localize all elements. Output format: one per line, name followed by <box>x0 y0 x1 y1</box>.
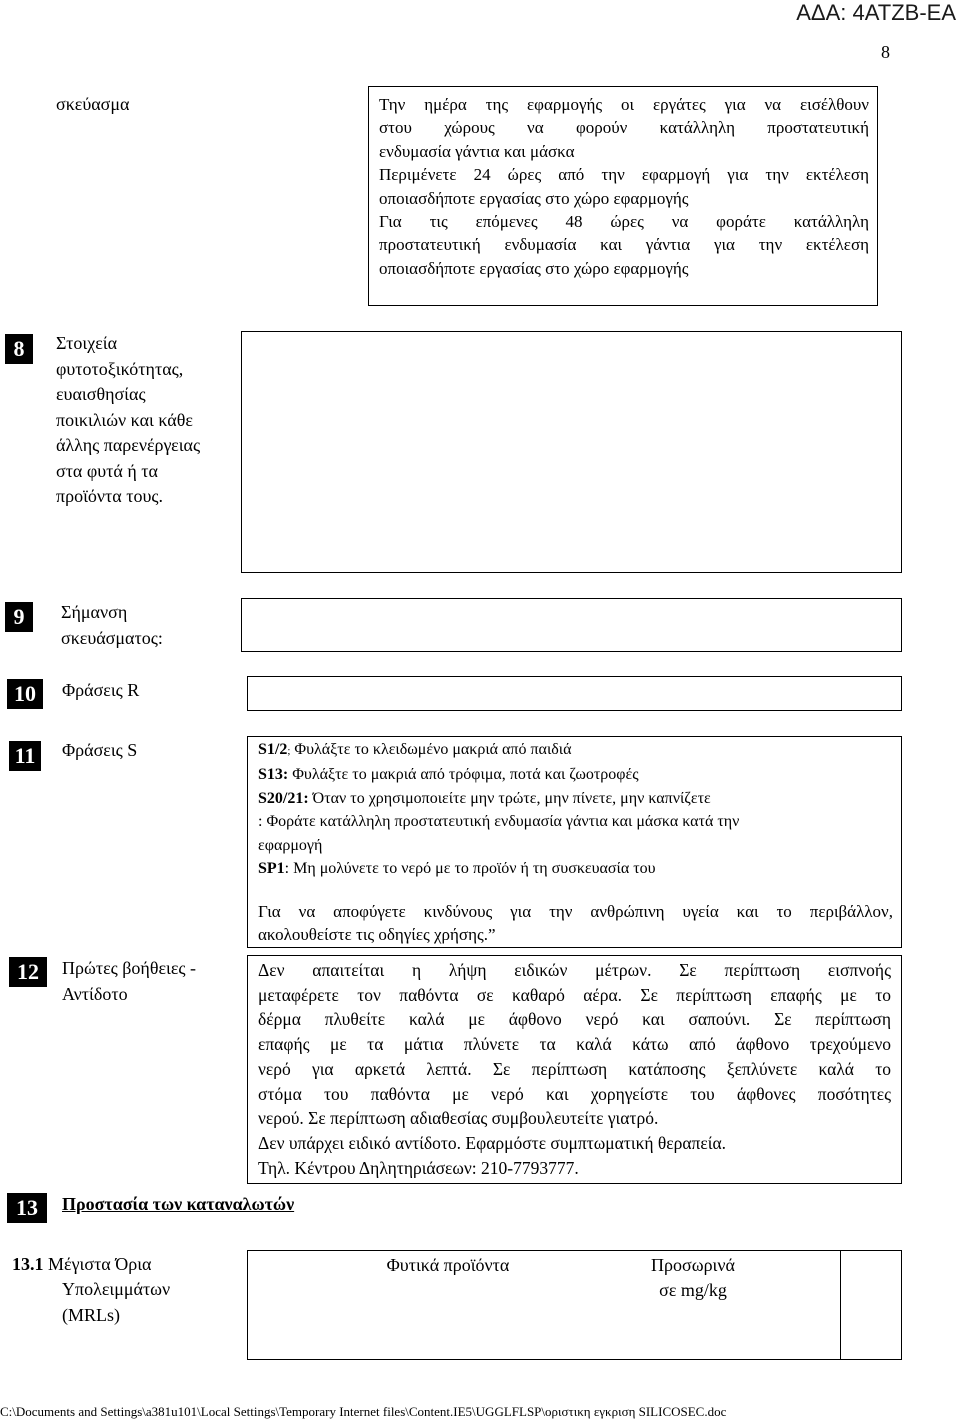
s-phrase-code: S20/21: <box>258 789 309 807</box>
r-phrases-label: Φράσεις R <box>62 680 140 700</box>
phytotoxicity-label-line: προϊόντα τους. <box>56 486 163 506</box>
s-phrase-text: Φυλάξτε το μακριά από τρόφιμα, ποτά και ζωοτροφές <box>288 766 639 784</box>
first-aid-line: στόμα του παθόντα με νερό και χορηγείστε του άφθονες ποσότητες <box>258 1083 891 1104</box>
first-aid-line: Τηλ. Κέντρου Δηλητηριάσεων: 210-7793777. <box>258 1157 579 1178</box>
s-phrases-label: Φράσεις S <box>62 740 138 760</box>
s-phrase-line <box>258 787 893 810</box>
mrl-limits-line: Προσωρινά <box>651 1255 735 1275</box>
s-phrase-line <box>258 834 893 857</box>
s-phrase-code: SP1 <box>258 860 285 878</box>
phytotoxicity-label-line: άλλης παρενέργειας <box>56 435 201 455</box>
first-aid-text <box>258 958 891 1180</box>
s-phrase-line <box>258 857 893 880</box>
s-phrase-text: Όταν το χρησιμοποιείτε μην τρώτε, μην πίνετε, μην καπνίζετε <box>308 789 711 807</box>
mrl-limits-line: σε mg/kg <box>659 1280 727 1300</box>
section-number-8: 8 <box>5 334 33 364</box>
phytotoxicity-label-line: στα φυτά ή τα <box>56 460 158 481</box>
preparation-line: οποιασδήποτε εργασίας στο χώρο εφαρμογής <box>379 258 689 278</box>
first-aid-line: επαφής με τα μάτια πλύνετε τα καλά κάτω από άφθονο τρεχούμενο <box>258 1034 891 1055</box>
first-aid-line: νερό για αρκετά λεπτά. Σε περίπτωση κατάποσης ξεπλύνετε καλά το <box>258 1058 891 1079</box>
section-number-13: 13 <box>7 1193 47 1223</box>
first-aid-line: δέρμα πλυθείτε καλά με άφθονο νερό και σαπούνι. Σε περίπτωση <box>258 1009 891 1030</box>
first-aid-label-line: Αντίδοτο <box>62 983 128 1004</box>
labelling-label <box>61 600 241 651</box>
phytotoxicity-label-line: ευαισθησίας <box>56 384 146 404</box>
page-number: 8 <box>881 42 890 62</box>
phytotoxicity-label-line: ποικιλιών και κάθε <box>56 409 193 430</box>
mrl-label <box>12 1252 151 1278</box>
s-phrase-text: Φυλάξτε το κλειδωμένο μακριά από παιδιά <box>290 741 572 758</box>
section-number-9: 9 <box>5 602 33 632</box>
phytotoxicity-label-line: φυτοτοξικότητας, <box>56 358 184 379</box>
first-aid-label-line: Πρώτες βοήθειες - <box>62 958 197 978</box>
mrl-table <box>247 1250 902 1360</box>
s-phrases-box <box>247 736 902 948</box>
preparation-line: στου χώρους να φορούν κατάλληλη προστατευτική <box>379 118 869 138</box>
ada-code: ΑΔΑ: 4ΑΤΖΒ-ΕΑ <box>796 0 956 25</box>
preparation-line: Περιμένετε 24 ώρες από την εφαρμογή για την εκτέλεση <box>379 165 869 185</box>
preparation-line: οποιασδήποτε εργασίας στο χώρο εφαρμογής <box>379 188 689 208</box>
mrl-divider <box>840 1251 841 1359</box>
usage-advice-line-2: ακολουθείστε τις οδηγίες χρήσης.” <box>258 925 496 944</box>
s-phrase-text: εφαρμογή <box>258 836 323 854</box>
document-path-footer: C:\Documents and Settings\a381u101\Local Settings\Temporary Internet files\Content.IE5\UGGLFLSP\οριστικη εγκριση SILICOSEC.doc <box>0 1404 727 1419</box>
first-aid-line: μεταφέρετε τον παθόντα σε καθαρό αέρα. Σε περίπτωση επαφής με το <box>258 984 891 1005</box>
section-number-11: 11 <box>9 741 41 771</box>
section-number-10: 10 <box>7 679 43 709</box>
r-phrases-value-box <box>247 676 902 711</box>
phytotoxicity-label-line: Στοιχεία <box>56 333 118 353</box>
preparation-line: Την ημέρα της εφαρμογής οι εργάτες για να εισέλθουν <box>379 95 869 114</box>
s-phrase-line <box>258 738 893 763</box>
labelling-label-line: Σήμανση <box>61 602 128 622</box>
s-phrase-text: : Φοράτε κατάλληλη προστατευτική ενδυμασία γάντια και μάσκα κατά την <box>258 813 740 831</box>
first-aid-line: Δεν υπάρχει ειδικό αντίδοτο. Εφαρμόστε συμπτωματική θεραπεία. <box>258 1132 726 1153</box>
labelling-value-box <box>241 598 902 652</box>
mrl-label-line: (MRLs) <box>62 1304 120 1325</box>
s-phrase-code: S1/2 <box>258 741 288 758</box>
first-aid-line: Δεν απαιτείται η λήψη ειδικών μέτρων. Σε περίπτωση εισπνοής <box>258 960 891 980</box>
mrl-col-limits <box>578 1251 808 1303</box>
mrl-label-first: Μέγιστα Όρια <box>48 1254 152 1274</box>
s-phrase-text: : Μη μολύνετε το νερό με το προϊόν ή τη συσκευασία του <box>284 860 656 878</box>
section-number-12: 12 <box>9 957 47 987</box>
phytotoxicity-label <box>56 331 241 510</box>
s-phrase-separator: ; <box>287 745 291 757</box>
mrl-col-products: Φυτικά προϊόντα <box>386 1255 510 1275</box>
preparation-line: ενδυμασία γάντια και μάσκα <box>379 141 575 161</box>
preparation-line: προστατευτική ενδυμασία και γάντια για την εκτέλεση <box>379 235 869 255</box>
first-aid-line: νερού. Σε περίπτωση αδιαθεσίας συμβουλευτείτε γιατρό. <box>258 1108 659 1129</box>
preparation-label: σκεύασμα <box>56 94 130 114</box>
s-phrase-line <box>258 810 893 833</box>
preparation-instructions-text <box>379 93 869 280</box>
labelling-label-line: σκευάσματος: <box>61 627 163 648</box>
s-phrase-code: S13: <box>258 766 289 784</box>
preparation-line: Για τις επόμενες 48 ώρες να φοράτε κατάλληλη <box>379 212 869 232</box>
mrl-number: 13.1 <box>12 1254 44 1274</box>
preparation-instructions-box <box>368 86 878 306</box>
s-phrases-list <box>258 738 893 880</box>
phytotoxicity-value-box <box>241 331 902 573</box>
first-aid-box <box>247 955 902 1184</box>
consumer-protection-heading: Προστασία των καταναλωτών <box>62 1194 295 1214</box>
first-aid-label <box>62 956 242 1007</box>
mrl-label-line: Υπολειμμάτων <box>62 1279 171 1299</box>
usage-advice-line-1: Για να αποφύγετε κινδύνους για την ανθρώπινη υγεία και το περιβάλλον, <box>258 902 893 921</box>
s-phrase-line <box>258 763 893 786</box>
mrl-label-rest <box>62 1277 170 1328</box>
